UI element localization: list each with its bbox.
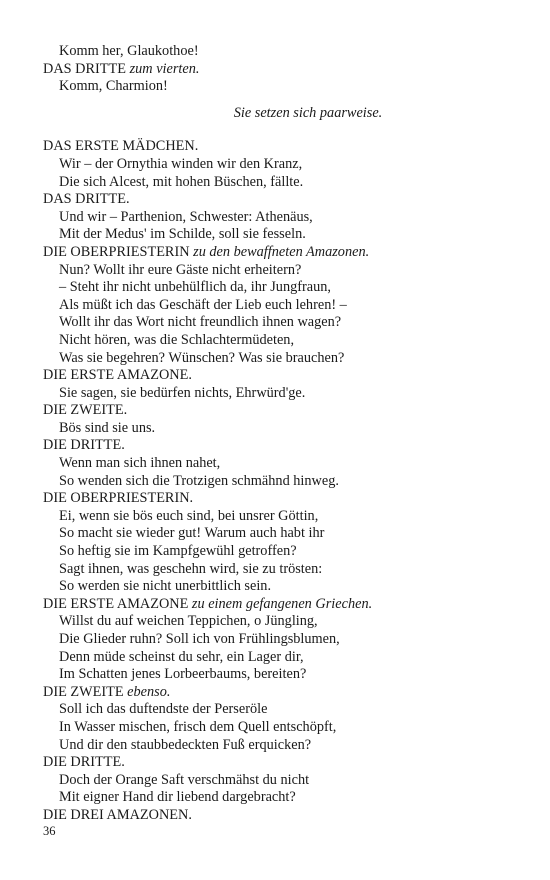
verse-line: Sie sagen, sie bedürfen nichts, Ehrwürd'ge.	[59, 384, 306, 401]
stage-direction: Sie setzen sich paarweise.	[233, 104, 383, 121]
speaker-name: DIE DRITTE.	[43, 437, 125, 454]
speaker-line	[43, 244, 503, 262]
speaker-line	[43, 191, 503, 209]
speaker-line	[43, 437, 503, 455]
verse-line: Willst du auf weichen Teppichen, o Jüngling,	[59, 613, 318, 630]
verse-line: Im Schatten jenes Lorbeerbaums, bereiten?	[59, 666, 307, 683]
page-number: 36	[43, 824, 56, 838]
verse-line: Denn müde scheinst du sehr, ein Lager dir,	[59, 648, 304, 665]
speaker-line	[43, 367, 503, 385]
speaker-line	[43, 61, 503, 79]
speaker-line	[43, 596, 503, 614]
speaker-name: DIE DREI AMAZONEN.	[43, 806, 192, 823]
verse-line: Als müßt ich das Geschäft der Lieb euch lehren! –	[59, 296, 347, 313]
speaker-name: DIE DRITTE.	[43, 754, 125, 771]
speaker-name: DIE ERSTE AMAZONE	[43, 595, 189, 612]
verse-line: Komm her, Glaukothoe!	[59, 43, 199, 59]
verse-line: Und wir – Parthenion, Schwester: Athenäus,	[59, 208, 313, 225]
verse-line: Sagt ihnen, was geschehn wird, sie zu trösten:	[59, 560, 323, 577]
verse-line: Bös sind sie uns.	[59, 419, 156, 436]
verse-line: Wollt ihr das Wort nicht freundlich ihnen wagen?	[59, 314, 342, 331]
verse-line: Nun? Wollt ihr eure Gäste nicht erheitern?	[59, 261, 302, 278]
speaker-name: DAS DRITTE	[43, 60, 126, 77]
verse-line: So wenden sich die Trotzigen schmähnd hinweg.	[59, 472, 339, 489]
verse-line: So heftig sie im Kampfgewühl getroffen?	[59, 543, 297, 560]
speaker-line	[43, 684, 503, 702]
verse-line: Ei, wenn sie bös euch sind, bei unsrer Göttin,	[59, 507, 319, 524]
verse-line: Nicht hören, was die Schlachtermüdeten,	[59, 331, 295, 348]
verse-line: Mit eigner Hand dir liebend dargebracht?	[59, 789, 296, 806]
verse-line: Komm, Charmion!	[59, 78, 168, 95]
verse-line: Wir – der Ornythia winden wir den Kranz,	[59, 155, 303, 172]
speaker-line	[43, 754, 503, 772]
speaker-line	[43, 490, 503, 508]
speaker-direction: zu einem gefangenen Griechen.	[191, 595, 373, 612]
speaker-line	[43, 807, 503, 825]
verse-line: – Steht ihr nicht unbehülflich da, ihr Jungfraun,	[59, 279, 331, 296]
speaker-direction: zum vierten.	[129, 60, 200, 77]
speaker-name: DIE ZWEITE	[43, 683, 124, 700]
speaker-name: DAS DRITTE.	[43, 191, 130, 208]
verse-line: Doch der Orange Saft verschmähst du nicht	[59, 771, 310, 788]
book-page	[43, 43, 503, 825]
verse-line: So macht sie wieder gut! Warum auch habt ihr	[59, 525, 325, 542]
speaker-direction: ebenso.	[127, 683, 171, 700]
verse-line: Was sie begehren? Wünschen? Was sie brauchen?	[59, 349, 345, 366]
verse-line: Die sich Alcest, mit hohen Büschen, fällte.	[59, 173, 304, 190]
verse-line: Wenn man sich ihnen nahet,	[59, 455, 221, 472]
verse-line: Mit der Medus' im Schilde, soll sie fesseln.	[59, 226, 306, 243]
speaker-line	[43, 138, 503, 156]
verse-line: Soll ich das duftendste der Perseröle	[59, 701, 268, 718]
speaker-line	[43, 402, 503, 420]
verse-line: In Wasser mischen, frisch dem Quell entschöpft,	[59, 718, 337, 735]
speaker-name: DAS ERSTE MÄDCHEN.	[43, 138, 199, 155]
verse-line: So werden sie nicht unerbittlich sein.	[59, 578, 272, 595]
speaker-name: DIE OBERPRIESTERIN	[43, 243, 190, 260]
speaker-direction: zu den bewaffneten Amazonen.	[193, 243, 370, 260]
speaker-name: DIE ERSTE AMAZONE.	[43, 367, 192, 384]
speaker-name: DIE OBERPRIESTERIN.	[43, 490, 194, 507]
verse-line: Die Glieder ruhn? Soll ich von Frühlingsblumen,	[59, 631, 340, 647]
speaker-name: DIE ZWEITE.	[43, 402, 128, 419]
verse-line: Und dir den staubbedeckten Fuß erquicken?	[59, 736, 312, 753]
